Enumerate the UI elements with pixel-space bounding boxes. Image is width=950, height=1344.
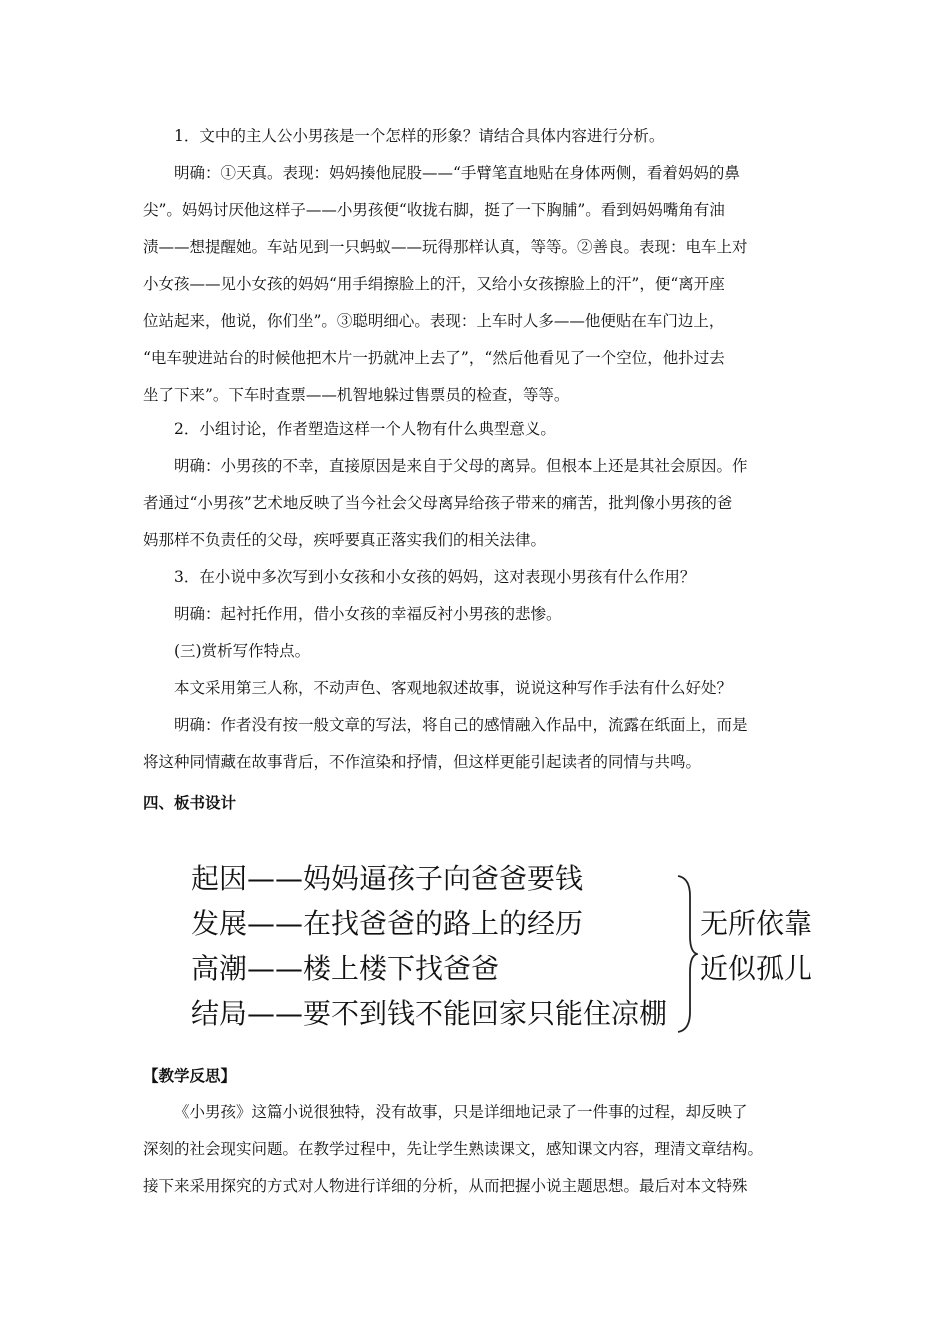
question-1: 1．文中的主人公小男孩是一个怎样的形象？请结合具体内容进行分析。 <box>174 127 665 145</box>
answer-1-line: 小女孩——见小女孩的妈妈“用手绢擦脸上的汗，又给小女孩擦脸上的汗”，便“离开座 <box>143 275 725 293</box>
board-item: 发展——在找爸爸的路上的经历 <box>191 907 584 940</box>
reflection-heading: 【教学反思】 <box>143 1067 237 1085</box>
writing-question: 本文采用第三人称，不动声色、客观地叙述故事，说说这种写作手法有什么好处？ <box>174 679 733 697</box>
writing-answer-line: 明确：作者没有按一般文章的写法，将自己的感情融入作品中，流露在纸面上，而是 <box>174 716 748 734</box>
question-3: 3．在小说中多次写到小女孩和小女孩的妈妈，这对表现小男孩有什么作用？ <box>174 568 696 586</box>
section-heading: 四、板书设计 <box>143 794 237 812</box>
board-summary: 近似孤儿 <box>700 952 813 985</box>
board-item: 高潮——楼上楼下找爸爸 <box>191 952 500 985</box>
board-item: 起因——妈妈逼孩子向爸爸要钱 <box>191 862 584 895</box>
answer-1-line: “电车驶进站台的时候他把木片一扔就冲上去了”，“然后他看见了一个空位，他扑过去 <box>143 349 725 367</box>
answer-1-line: 位站起来，他说，你们坐”。③聪明细心。表现：上车时人多——他便贴在车门边上， <box>143 312 725 330</box>
answer-1-line: 渍——想提醒她。车站见到一只蚂蚁——玩得那样认真，等等。②善良。表现：电车上对 <box>143 238 748 256</box>
reflection-line: 深刻的社会现实问题。在教学过程中，先让学生熟读课文，感知课文内容，理清文章结构。 <box>143 1140 764 1158</box>
reflection-line: 接下来采用探究的方式对人物进行详细的分析，从而把握小说主题思想。最后对本文特殊 <box>143 1177 748 1195</box>
answer-1-line: 明确：①天真。表现：妈妈揍他屁股——“手臂笔直地贴在身体两侧，看着妈妈的鼻 <box>174 164 740 182</box>
reflection-line: 《小男孩》这篇小说很独特，没有故事，只是详细地记录了一件事的过程，却反映了 <box>174 1103 748 1121</box>
board-summary: 无所依靠 <box>700 907 813 940</box>
answer-2-line: 明确：小男孩的不幸，直接原因是来自于父母的离异。但根本上还是其社会原因。作 <box>174 457 748 475</box>
writing-answer-line: 将这种同情藏在故事背后，不作渲染和抒情，但这样更能引起读者的同情与共鸣。 <box>143 753 702 771</box>
answer-2-line: 妈那样不负责任的父母，疾呼要真正落实我们的相关法律。 <box>143 531 547 549</box>
question-2: 2．小组讨论，作者塑造这样一个人物有什么典型意义。 <box>174 420 556 438</box>
answer-1-line: 尖”。妈妈讨厌他这样子——小男孩便“收拢右脚，挺了一下胸脯”。看到妈妈嘴角有油 <box>143 201 725 219</box>
right-brace-icon <box>676 874 698 1034</box>
board-item: 结局——要不到钱不能回家只能住凉棚 <box>191 997 668 1030</box>
subsection-heading: (三)赏析写作特点。 <box>174 642 311 660</box>
answer-3-line: 明确：起衬托作用，借小女孩的幸福反衬小男孩的悲惨。 <box>174 605 562 623</box>
answer-1-line: 坐了下来”。下车时查票——机智地躲过售票员的检查，等等。 <box>143 386 570 404</box>
answer-2-line: 者通过“小男孩”艺术地反映了当今社会父母离异给孩子带来的痛苦，批判像小男孩的爸 <box>143 494 733 512</box>
